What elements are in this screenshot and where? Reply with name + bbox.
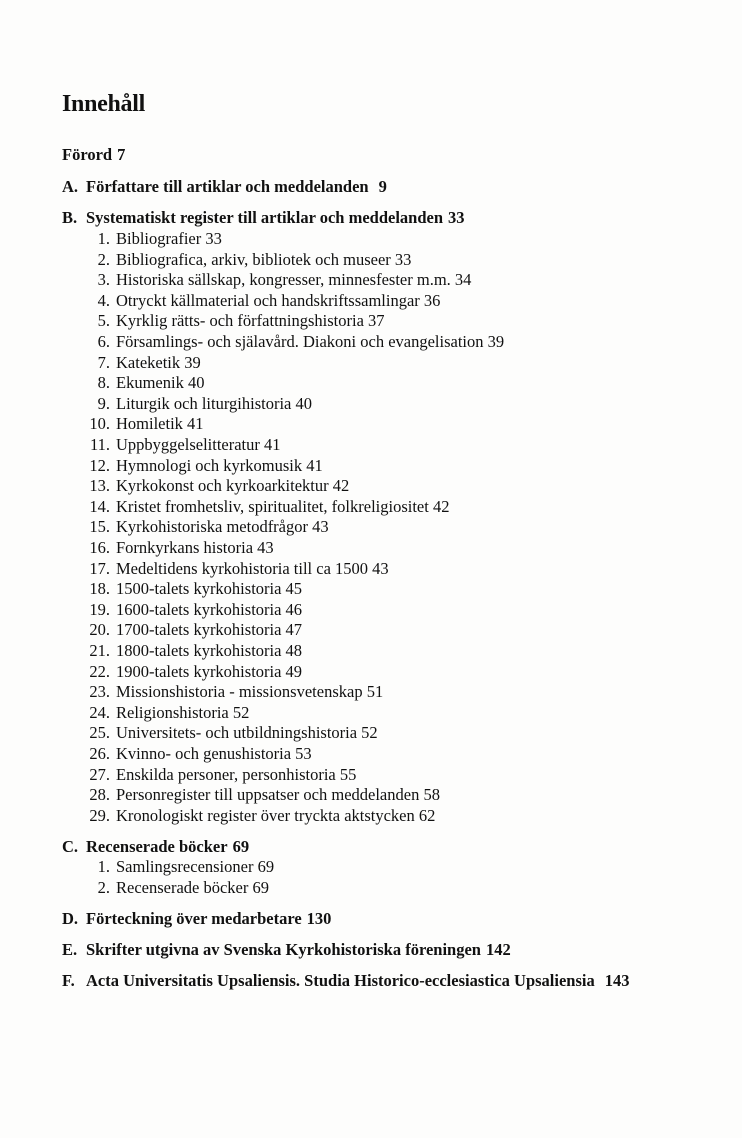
toc-entry [0, 744, 700, 764]
toc-entry [0, 229, 700, 249]
section-page: 69 [232, 837, 250, 856]
page-title: Innehåll [62, 91, 145, 117]
entry-number: 15. [89, 517, 110, 537]
toc-entry [0, 394, 700, 414]
entry-text: Missionshistoria - missionsvetenskap 51 [116, 682, 384, 702]
toc-entry [0, 250, 700, 270]
toc-entry [0, 291, 700, 311]
toc-entry [0, 456, 700, 476]
entry-number: 1. [97, 857, 110, 876]
entry-number: 4. [97, 290, 110, 310]
entry-text: Kronologiskt register över tryckta aktstycken 62 [116, 805, 436, 825]
entry-text: Samlingsrecensioner 69 [116, 857, 275, 876]
entry-number: 26. [89, 744, 110, 763]
toc-entry [0, 785, 700, 805]
entry-text: Ekumenik 40 [116, 373, 205, 393]
toc-entry [0, 703, 700, 723]
entry-number: 14. [89, 496, 110, 516]
entry-number: 21. [89, 641, 110, 660]
entry-number: 24. [89, 702, 110, 722]
entry-text: Kristet fromhetsliv, spiritualitet, folkreligiositet 42 [116, 496, 450, 516]
section-letter: D. [62, 909, 79, 928]
toc-section-d [62, 909, 331, 929]
section-letter: C. [62, 837, 79, 856]
toc-entry [0, 600, 700, 620]
entry-number: 11. [89, 435, 110, 454]
entry-number: 16. [89, 538, 110, 557]
entry-text: Kvinno- och genushistoria 53 [116, 744, 312, 763]
section-letter: A. [62, 177, 79, 196]
entry-text: 1800-talets kyrkohistoria 48 [116, 641, 303, 660]
toc-entry [0, 682, 700, 702]
entry-text: Personregister till uppsatser och meddelanden 58 [116, 785, 440, 805]
section-title: Systematiskt register till artiklar och meddelanden [86, 208, 444, 227]
entry-text: Religionshistoria 52 [116, 702, 250, 722]
entry-number: 2. [97, 877, 110, 897]
toc-entry [0, 765, 700, 785]
entry-number: 3. [97, 270, 110, 290]
toc-entry [0, 311, 700, 331]
entry-number: 19. [89, 599, 110, 619]
forord-page: 7 [117, 145, 126, 164]
entry-text: Uppbyggelselitteratur 41 [116, 435, 281, 454]
toc-entry [0, 497, 700, 517]
entry-number: 9. [97, 393, 110, 413]
entry-text: Kateketik 39 [116, 352, 201, 372]
section-letter: F. [62, 971, 75, 990]
forord-label: Förord [62, 145, 113, 164]
entry-text: Recenserade böcker 69 [116, 877, 270, 897]
entry-number: 18. [89, 579, 110, 599]
section-page: 143 [604, 971, 630, 990]
section-page: 142 [485, 940, 511, 959]
section-page: 9 [378, 177, 387, 196]
entry-text: Otryckt källmaterial och handskriftssamlingar 36 [116, 290, 441, 310]
entry-number: 29. [89, 805, 110, 825]
toc-entry [0, 806, 700, 826]
entry-number: 6. [97, 332, 110, 351]
toc-entry [0, 641, 700, 661]
section-title: Författare till artiklar och meddelanden [86, 177, 369, 196]
toc-entry [0, 559, 700, 579]
section-title: Acta Universitatis Upsaliensis. Studia Historico-ecclesiastica Upsaliensia [86, 971, 595, 990]
toc-entry [0, 414, 700, 434]
entry-number: 2. [97, 249, 110, 269]
entry-text: Kyrkohistoriska metodfrågor 43 [116, 517, 329, 537]
entry-number: 1. [97, 229, 110, 248]
entry-text: 1700-talets kyrkohistoria 47 [116, 620, 303, 640]
entry-number: 22. [89, 661, 110, 681]
entry-text: Församlings- och själavård. Diakoni och evangelisation 39 [116, 332, 505, 351]
toc-entry [0, 620, 700, 640]
entry-text: Universitets- och utbildningshistoria 52 [116, 723, 378, 743]
toc-entry [0, 332, 700, 352]
entry-number: 12. [89, 455, 110, 475]
toc-section-c [62, 837, 249, 857]
toc-section-e [62, 940, 511, 960]
toc-entry [0, 857, 700, 877]
entry-text: 1600-talets kyrkohistoria 46 [116, 599, 303, 619]
entry-text: Medeltidens kyrkohistoria till ca 1500 43 [116, 558, 389, 578]
entry-number: 8. [97, 373, 110, 393]
toc-section-f [62, 971, 629, 991]
entry-number: 28. [89, 785, 110, 805]
entry-number: 10. [89, 414, 110, 434]
section-title: Recenserade böcker [86, 837, 228, 856]
entry-text: Historiska sällskap, kongresser, minnesfester m.m. 34 [116, 270, 472, 290]
toc-entry [0, 373, 700, 393]
toc-entry [0, 476, 700, 496]
entry-text: Liturgik och liturgihistoria 40 [116, 393, 313, 413]
entry-number: 27. [89, 764, 110, 784]
toc-entry [0, 723, 700, 743]
entry-text: Kyrkokonst och kyrkoarkitektur 42 [116, 476, 350, 496]
toc-entry [0, 878, 700, 898]
toc-section-b [62, 208, 465, 228]
section-letter: E. [62, 940, 78, 959]
entry-text: 1500-talets kyrkohistoria 45 [116, 579, 303, 599]
entry-text: Kyrklig rätts- och författningshistoria 37 [116, 311, 385, 331]
section-letter: B. [62, 208, 78, 227]
toc-entry [0, 435, 700, 455]
entry-text: Bibliografier 33 [116, 229, 222, 248]
section-title: Förteckning över medarbetare [86, 909, 302, 928]
toc-entry [0, 270, 700, 290]
entry-number: 20. [89, 620, 110, 640]
toc-entry [0, 538, 700, 558]
toc-entry [0, 517, 700, 537]
entry-text: Homiletik 41 [116, 414, 204, 434]
entry-text: Hymnologi och kyrkomusik 41 [116, 455, 323, 475]
entry-text: Bibliografica, arkiv, bibliotek och museer 33 [116, 249, 412, 269]
entry-number: 5. [97, 311, 110, 331]
entry-number: 25. [89, 723, 110, 743]
section-page: 130 [306, 909, 332, 928]
toc-section-a [62, 177, 387, 197]
entry-text: Enskilda personer, personhistoria 55 [116, 764, 357, 784]
toc-entry [0, 662, 700, 682]
entry-text: Fornkyrkans historia 43 [116, 538, 274, 557]
entry-number: 13. [89, 476, 110, 496]
toc-entry [0, 579, 700, 599]
entry-number: 17. [89, 558, 110, 578]
section-title: Skrifter utgivna av Svenska Kyrkohistoriska föreningen [86, 940, 481, 959]
toc-entry [0, 353, 700, 373]
entry-number: 7. [97, 352, 110, 372]
toc-forord [62, 145, 125, 165]
entry-number: 23. [89, 682, 110, 702]
section-page: 33 [448, 208, 465, 227]
entry-text: 1900-talets kyrkohistoria 49 [116, 661, 303, 681]
